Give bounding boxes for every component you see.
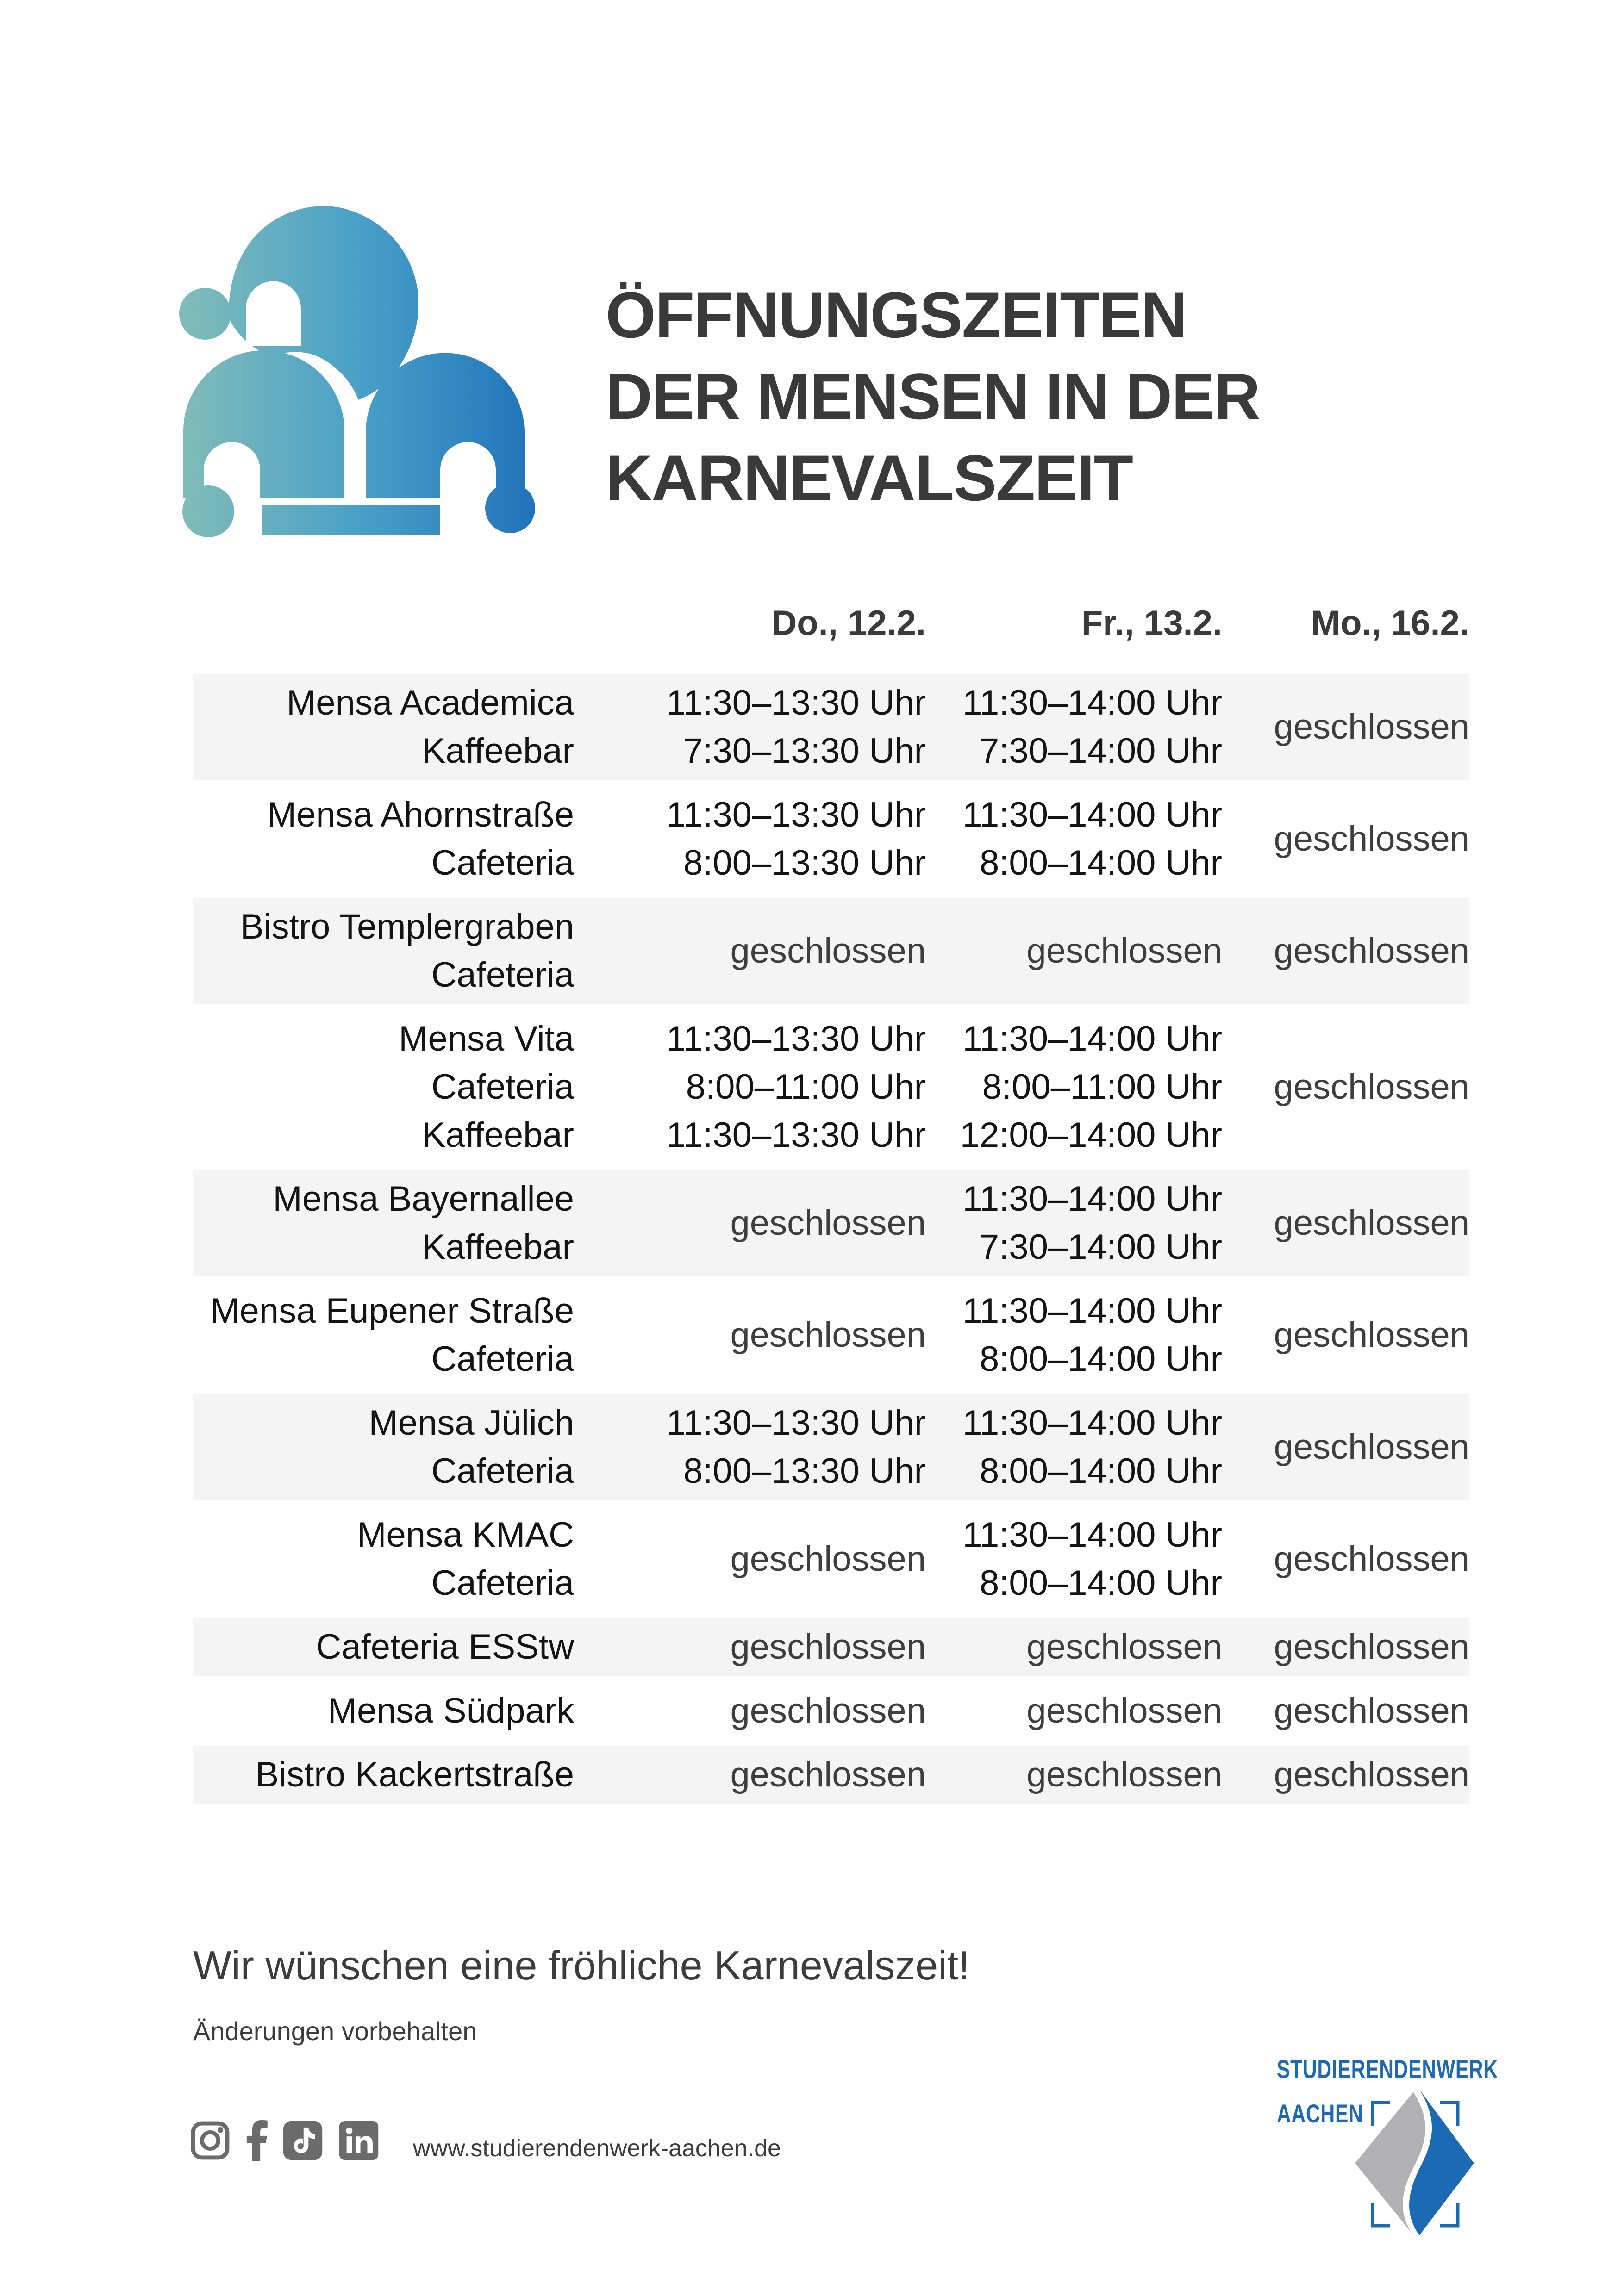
hours-cell-fr xyxy=(926,1175,1222,1271)
hours-value: geschlossen xyxy=(1026,1627,1222,1667)
footer-social-row xyxy=(190,2119,781,2162)
facility-name-cell xyxy=(193,1511,574,1607)
hours-cell-mo xyxy=(1222,1687,1469,1735)
facility-name: Bistro Templergraben xyxy=(240,907,574,946)
hours-cell-fr xyxy=(926,1287,1222,1383)
hours-value: geschlossen xyxy=(1274,1691,1469,1730)
header-thursday: Do., 12.2. xyxy=(771,604,926,643)
org-logo-diamond-icon xyxy=(1355,2090,1475,2238)
hours-value: geschlossen xyxy=(730,931,926,971)
jester-hat-logo xyxy=(176,199,546,546)
facility-name: Kaffeebar xyxy=(422,731,574,771)
hours-value: 11:30–13:30 Uhr xyxy=(666,1115,926,1155)
title-line-1: ÖFFNUNGSZEITEN xyxy=(606,279,1187,351)
facility-name: Mensa Eupener Straße xyxy=(210,1291,574,1331)
hours-value: geschlossen xyxy=(1274,931,1469,971)
hours-value: 8:00–11:00 Uhr xyxy=(686,1067,926,1107)
hours-cell-fr xyxy=(926,1511,1222,1607)
hours-cell-do xyxy=(574,1199,926,1247)
hours-value: 7:30–14:00 Uhr xyxy=(980,1227,1222,1267)
hours-value: geschlossen xyxy=(1274,1627,1469,1667)
facility-name: Cafeteria ESStw xyxy=(316,1627,574,1667)
website-link[interactable]: www.studierendenwerk-aachen.de xyxy=(413,2135,781,2162)
table-row xyxy=(193,1618,1469,1676)
hours-cell-fr xyxy=(926,1687,1222,1735)
hours-cell-do xyxy=(574,1623,926,1671)
table-row xyxy=(193,1282,1469,1388)
hours-value: 11:30–14:00 Uhr xyxy=(962,1179,1222,1219)
facility-name: Cafeteria xyxy=(431,1067,574,1107)
hours-value: geschlossen xyxy=(1274,1203,1469,1243)
hours-value: geschlossen xyxy=(730,1315,926,1355)
hours-cell-mo xyxy=(1222,815,1469,863)
table-row xyxy=(193,674,1469,780)
header-friday: Fr., 13.2. xyxy=(1081,604,1222,643)
table-row xyxy=(193,1394,1469,1500)
hours-value: 11:30–13:30 Uhr xyxy=(666,683,926,722)
title-line-2: DER MENSEN IN DER xyxy=(606,360,1260,433)
hours-value: 8:00–14:00 Uhr xyxy=(980,843,1222,883)
facility-name: Cafeteria xyxy=(431,1339,574,1379)
facility-name: Mensa Academica xyxy=(287,683,574,722)
hours-value: geschlossen xyxy=(1274,1755,1469,1794)
hours-value: geschlossen xyxy=(1274,1539,1469,1579)
hours-cell-fr xyxy=(926,1015,1222,1159)
facility-name-cell xyxy=(193,679,574,775)
facility-name-cell xyxy=(193,1687,574,1735)
org-logo-line-2: AACHEN xyxy=(1277,2099,1363,2128)
hours-cell-do xyxy=(574,1751,926,1799)
hours-value: 12:00–14:00 Uhr xyxy=(960,1115,1222,1155)
hours-value: 11:30–13:30 Uhr xyxy=(666,1403,926,1443)
tiktok-icon[interactable] xyxy=(281,2120,324,2161)
facility-name: Mensa Jülich xyxy=(369,1403,574,1443)
facility-name: Mensa Südpark xyxy=(327,1691,574,1730)
instagram-icon[interactable] xyxy=(190,2120,231,2161)
hours-cell-do xyxy=(574,927,926,975)
org-logo xyxy=(1277,2054,1573,2267)
facility-name-cell xyxy=(193,1287,574,1383)
table-row xyxy=(193,1746,1469,1804)
hours-value: 11:30–14:00 Uhr xyxy=(962,1019,1222,1058)
hours-value: 11:30–13:30 Uhr xyxy=(666,1019,926,1058)
table-row xyxy=(193,1010,1469,1164)
hours-cell-mo xyxy=(1222,1063,1469,1111)
hours-value: geschlossen xyxy=(730,1539,926,1579)
facility-name-cell xyxy=(193,791,574,887)
hours-cell-fr xyxy=(926,1623,1222,1671)
facility-name: Kaffeebar xyxy=(422,1115,574,1155)
facebook-icon[interactable] xyxy=(244,2120,268,2161)
hours-cell-do xyxy=(574,1311,926,1359)
hours-cell-mo xyxy=(1222,1535,1469,1583)
facility-name: Cafeteria xyxy=(431,843,574,883)
facility-name-cell xyxy=(193,1015,574,1159)
facility-name: Bistro Kackertstraße xyxy=(255,1755,574,1794)
hours-value: geschlossen xyxy=(1274,1315,1469,1355)
facility-name: Mensa Vita xyxy=(399,1019,574,1058)
hours-value: 8:00–14:00 Uhr xyxy=(980,1563,1222,1603)
closing-note: Wir wünschen eine fröhliche Karnevalszeit! xyxy=(193,1942,970,1988)
header-monday: Mo., 16.2. xyxy=(1311,604,1469,643)
facility-name-cell xyxy=(193,903,574,999)
hours-cell-fr xyxy=(926,927,1222,975)
table-rows xyxy=(193,674,1469,1804)
hours-value: 11:30–14:00 Uhr xyxy=(962,1291,1222,1331)
hours-cell-fr xyxy=(926,791,1222,887)
hours-value: geschlossen xyxy=(730,1203,926,1243)
jester-hat-icon xyxy=(176,199,546,546)
hours-cell-fr xyxy=(926,1399,1222,1495)
hours-value: 8:00–13:30 Uhr xyxy=(683,843,926,883)
hours-cell-do xyxy=(574,1687,926,1735)
hours-value: geschlossen xyxy=(1274,707,1469,747)
hours-cell-mo xyxy=(1222,1751,1469,1799)
page-title xyxy=(606,274,1260,519)
table-header-row xyxy=(193,599,1469,647)
hours-value: 7:30–13:30 Uhr xyxy=(683,731,926,771)
org-logo-line-1: STUDIERENDENWERK xyxy=(1277,2054,1498,2084)
facility-name-cell xyxy=(193,1623,574,1671)
hours-value: 8:00–11:00 Uhr xyxy=(982,1067,1222,1107)
hours-cell-do xyxy=(574,1535,926,1583)
table-row xyxy=(193,1682,1469,1740)
facility-name: Cafeteria xyxy=(431,955,574,995)
hours-value: geschlossen xyxy=(1026,931,1222,971)
facility-name: Mensa Bayernallee xyxy=(273,1179,574,1219)
hours-cell-fr xyxy=(926,679,1222,775)
facility-name: Mensa Ahornstraße xyxy=(267,795,574,834)
hours-value: 11:30–14:00 Uhr xyxy=(962,795,1222,834)
hours-value: 8:00–13:30 Uhr xyxy=(683,1451,926,1491)
table-row xyxy=(193,786,1469,892)
hours-value: geschlossen xyxy=(730,1755,926,1794)
hours-cell-mo xyxy=(1222,1423,1469,1471)
hours-value: geschlossen xyxy=(730,1627,926,1667)
disclaimer-note: Änderungen vorbehalten xyxy=(193,2016,477,2046)
table-row xyxy=(193,1506,1469,1612)
hours-table xyxy=(193,599,1469,1810)
hours-value: geschlossen xyxy=(730,1691,926,1730)
hours-value: geschlossen xyxy=(1026,1755,1222,1794)
hours-cell-mo xyxy=(1222,1199,1469,1247)
facility-name: Cafeteria xyxy=(431,1563,574,1603)
hours-cell-do xyxy=(574,679,926,775)
title-line-3: KARNEVALSZEIT xyxy=(606,442,1133,514)
hours-value: 11:30–13:30 Uhr xyxy=(666,795,926,834)
hours-value: geschlossen xyxy=(1274,819,1469,859)
hours-cell-do xyxy=(574,1015,926,1159)
facility-name: Cafeteria xyxy=(431,1451,574,1491)
hours-cell-fr xyxy=(926,1751,1222,1799)
hours-cell-do xyxy=(574,1399,926,1495)
hours-cell-mo xyxy=(1222,1311,1469,1359)
hours-cell-mo xyxy=(1222,1623,1469,1671)
hours-cell-mo xyxy=(1222,927,1469,975)
facility-name-cell xyxy=(193,1751,574,1799)
table-row xyxy=(193,1170,1469,1276)
hours-value: 11:30–14:00 Uhr xyxy=(962,683,1222,722)
linkedin-icon[interactable] xyxy=(338,2120,380,2161)
hours-value: geschlossen xyxy=(1274,1067,1469,1107)
hours-cell-do xyxy=(574,791,926,887)
hours-value: geschlossen xyxy=(1274,1427,1469,1467)
facility-name-cell xyxy=(193,1399,574,1495)
hours-value: 11:30–14:00 Uhr xyxy=(962,1403,1222,1443)
facility-name: Kaffeebar xyxy=(422,1227,574,1267)
facility-name-cell xyxy=(193,1175,574,1271)
hours-value: 8:00–14:00 Uhr xyxy=(980,1451,1222,1491)
hours-value: geschlossen xyxy=(1026,1691,1222,1730)
hours-value: 7:30–14:00 Uhr xyxy=(980,731,1222,771)
hours-cell-mo xyxy=(1222,703,1469,751)
hours-value: 8:00–14:00 Uhr xyxy=(980,1339,1222,1379)
table-row xyxy=(193,898,1469,1004)
facility-name: Mensa KMAC xyxy=(357,1515,574,1555)
hours-value: 11:30–14:00 Uhr xyxy=(962,1515,1222,1555)
